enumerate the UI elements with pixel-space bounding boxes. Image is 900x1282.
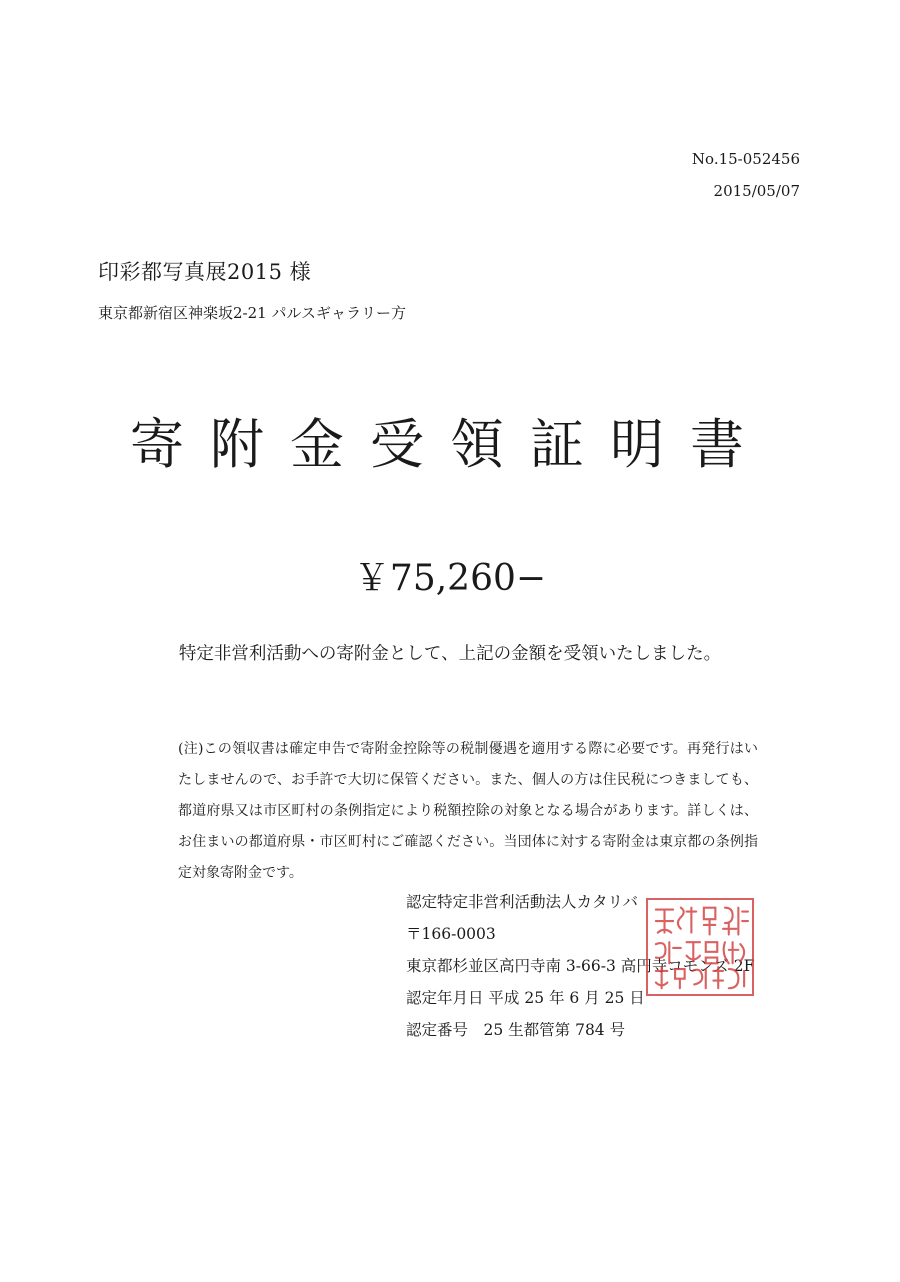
donation-amount: ￥75,260− xyxy=(353,558,547,599)
issuer-postal-code: 〒166-0003 xyxy=(406,925,496,943)
document-title: 寄附金受領証明書 xyxy=(130,413,770,476)
issue-date: 2015/05/07 xyxy=(713,182,800,200)
seal-icon xyxy=(648,900,752,994)
recipient-address: 東京都新宿区神楽坂2-21 パルスギャラリー方 xyxy=(98,304,407,322)
certification-date: 認定年月日 平成 25 年 6 月 25 日 xyxy=(406,989,645,1007)
issuer-address: 東京都杉並区高円寺南 3-66-3 高円寺コモンズ 2F xyxy=(406,957,755,975)
receipt-statement: 特定非営利活動への寄附金として、上記の金額を受領いたしました。 xyxy=(178,644,722,664)
recipient-name: 印彩都写真展2015 様 xyxy=(98,260,312,284)
document-number: No.15-052456 xyxy=(691,150,800,168)
official-seal-stamp xyxy=(646,898,754,996)
notes-paragraph: (注)この領収書は確定申告で寄附金控除等の税制優遇を適用する際に必要です。再発行はいたしませんので、お手許で大切に保管ください。また、個人の方は住民税につきましても、都道府県又は市区町村の条例指定により税額控除の対象となる場合があります。詳しくは、お住まいの都道府県・市区町村にご確認ください。当団体に対する寄附金は東京都の条例指定対象寄附金です。 xyxy=(178,741,758,881)
issuer-name: 認定特定非営利活動法人カタリバ xyxy=(406,893,639,911)
certification-number: 認定番号 25 生都管第 784 号 xyxy=(406,1021,626,1039)
